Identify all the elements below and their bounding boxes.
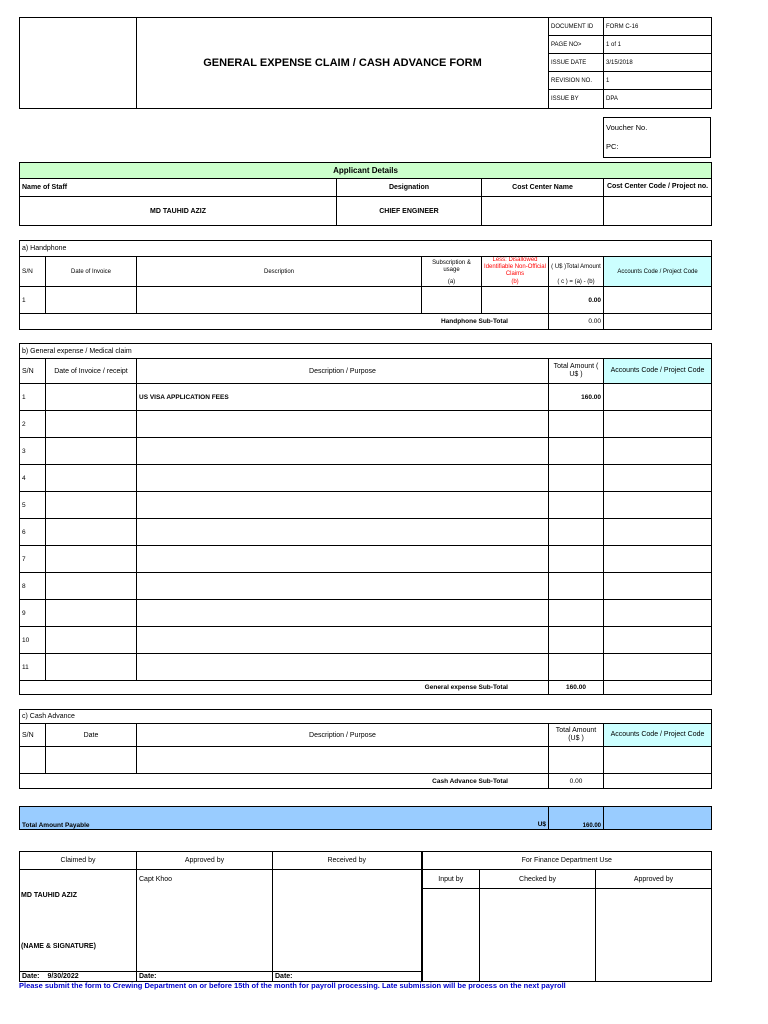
ge-subtotal-label: General expense Sub-Total: [20, 681, 549, 695]
general-section-label: b) General expense / Medical claim: [20, 344, 712, 359]
ge-row-total: [549, 573, 604, 600]
total-payable-table: [19, 806, 712, 830]
ge-row-date: [46, 573, 137, 600]
applicant-details-table: [19, 162, 712, 226]
ca-col-accounts-code: Accounts Code / Project Code: [604, 724, 712, 747]
staff-name: MD TAUHID AZIZ: [20, 197, 337, 226]
hp-subtotal-label: Handphone Sub-Total: [20, 314, 549, 330]
ge-row-total: 160.00: [549, 384, 604, 411]
ge-row-desc: [137, 492, 549, 519]
cost-center-name-value: [482, 197, 604, 226]
hp-row-sub: [422, 287, 482, 314]
meta-label: REVISION NO.: [549, 72, 604, 90]
ge-row-date: [46, 654, 137, 681]
header-table: [19, 17, 712, 109]
col-name-of-staff: Name of Staff: [20, 179, 337, 197]
ge-subtotal-value: 160.00: [549, 681, 604, 695]
meta-label: DOCUMENT ID: [549, 18, 604, 36]
claimant-name: MD TAUHID AZIZ: [21, 892, 77, 899]
table-row: [20, 600, 712, 627]
ge-row-sn: 2: [20, 411, 46, 438]
claimant-date-cell: [20, 972, 137, 982]
meta-value: 3/15/2018: [604, 54, 712, 72]
signature-table: [19, 851, 712, 982]
claimant-date-value: 9/30/2022: [47, 973, 79, 980]
hp-col-sn: S/N: [20, 257, 46, 287]
ca-col-date: Date: [46, 724, 137, 747]
finance-approved-by-box: [596, 889, 712, 982]
handphone-table: [19, 240, 712, 330]
ca-subtotal-label: Cash Advance Sub-Total: [20, 774, 549, 789]
ge-row-acc: [604, 492, 712, 519]
claimed-by-header: Claimed by: [20, 852, 137, 870]
ge-row-date: [46, 465, 137, 492]
meta-value: 1 of 1: [604, 36, 712, 54]
ge-row-total: [549, 546, 604, 573]
table-row: [20, 573, 712, 600]
ge-row-acc: [604, 411, 712, 438]
ge-col-total: Total Amount ( U$ ): [549, 359, 604, 384]
table-row: [20, 384, 712, 411]
ge-row-date: [46, 411, 137, 438]
voucher-no-label: Voucher No.: [604, 118, 711, 137]
approver-date-label: Date:: [137, 972, 273, 982]
ge-row-acc: [604, 573, 712, 600]
col-cost-center-name: Cost Center Name: [482, 179, 604, 197]
ge-row-sn: 10: [20, 627, 46, 654]
total-payable-label-cell: [20, 807, 549, 830]
hp-col-date: Date of Invoice: [46, 257, 137, 287]
table-row: [20, 465, 712, 492]
ca-subtotal-value: 0.00: [549, 774, 604, 789]
pc-label: PC:: [604, 137, 711, 158]
total-payable-value: 160.00: [549, 807, 604, 830]
ge-row-acc: [604, 384, 712, 411]
ge-row-sn: 1: [20, 384, 46, 411]
ge-row-date: [46, 627, 137, 654]
checked-by-header: Checked by: [480, 870, 596, 889]
ge-row-desc: [137, 411, 549, 438]
ge-row-desc: [137, 573, 549, 600]
hp-col-description: Description: [137, 257, 422, 287]
ca-col-sn: S/N: [20, 724, 46, 747]
table-row: [20, 438, 712, 465]
ge-row-acc: [604, 654, 712, 681]
meta-label: PAGE NO>: [549, 36, 604, 54]
ge-row-sn: 4: [20, 465, 46, 492]
table-row: [20, 546, 712, 573]
ge-row-desc: [137, 438, 549, 465]
meta-value: 1: [604, 72, 712, 90]
approved-by-header: Approved by: [137, 852, 273, 870]
receiver-signature-box: [273, 870, 422, 972]
hp-col-subscription-a: (a): [422, 278, 482, 287]
ge-row-desc: US VISA APPLICATION FEES: [137, 384, 549, 411]
hp-row-acc: [604, 287, 712, 314]
general-expense-table: [19, 343, 712, 695]
meta-label: ISSUE BY: [549, 90, 604, 109]
logo-area: [20, 18, 137, 109]
total-payable-currency: U$: [537, 821, 546, 828]
ge-row-date: [46, 600, 137, 627]
col-designation: Designation: [337, 179, 482, 197]
meta-value: FORM C-16: [604, 18, 712, 36]
ge-row-total: [549, 519, 604, 546]
ge-row-date: [46, 546, 137, 573]
ge-row-sn: 9: [20, 600, 46, 627]
meta-value: DPA: [604, 90, 712, 109]
finance-approved-by-header: Approved by: [596, 870, 712, 889]
ge-row-sn: 8: [20, 573, 46, 600]
handphone-section-label: a) Handphone: [20, 241, 712, 257]
voucher-box: [603, 117, 711, 158]
claimant-signature-box: [20, 870, 137, 972]
col-cost-center-code: Cost Center Code / Project no.: [604, 179, 712, 197]
ge-col-sn: S/N: [20, 359, 46, 384]
ge-row-date: [46, 438, 137, 465]
form-title: GENERAL EXPENSE CLAIM / CASH ADVANCE FORM: [137, 18, 549, 109]
ge-col-accounts-code: Accounts Code / Project Code: [604, 359, 712, 384]
ge-row-sn: 3: [20, 438, 46, 465]
hp-row-sn: 1: [20, 287, 46, 314]
ge-row-total: [549, 600, 604, 627]
ge-row-desc: [137, 546, 549, 573]
ge-row-acc: [604, 519, 712, 546]
checked-by-box: [480, 889, 596, 982]
input-by-box: [422, 889, 480, 982]
applicant-details-title: Applicant Details: [20, 163, 712, 179]
hp-col-accounts-code: Accounts Code / Project Code: [604, 257, 712, 287]
hp-col-less: Less: Disallowed Identifiable Non-Official Claims: [482, 257, 549, 278]
ge-row-desc: [137, 600, 549, 627]
hp-row-date: [46, 287, 137, 314]
table-row: [20, 747, 712, 774]
ge-col-date: Date of Invoice / receipt: [46, 359, 137, 384]
ge-row-date: [46, 384, 137, 411]
hp-col-subscription: Subscription & usage: [422, 257, 482, 278]
finance-use-header: For Finance Department Use: [422, 852, 712, 870]
ge-row-sn: 5: [20, 492, 46, 519]
hp-col-less-b: (b): [482, 278, 549, 287]
hp-row-total: 0.00: [549, 287, 604, 314]
table-row: [20, 627, 712, 654]
ge-row-total: [549, 411, 604, 438]
ca-col-total: Total Amount (U$ ): [549, 724, 604, 747]
table-row: [20, 411, 712, 438]
ge-col-description: Description / Purpose: [137, 359, 549, 384]
ca-col-description: Description / Purpose: [137, 724, 549, 747]
cost-center-code-value: [604, 197, 712, 226]
ge-row-acc: [604, 600, 712, 627]
hp-subtotal-value: 0.00: [549, 314, 604, 330]
approver-name: Capt Khoo: [137, 870, 273, 972]
ge-row-total: [549, 465, 604, 492]
receiver-date-label: Date:: [273, 972, 422, 982]
cash-section-label: c) Cash Advance: [20, 710, 712, 724]
ge-row-date: [46, 519, 137, 546]
ge-row-acc: [604, 465, 712, 492]
ge-row-desc: [137, 627, 549, 654]
staff-designation: CHIEF ENGINEER: [337, 197, 482, 226]
table-row: [20, 287, 712, 314]
ge-row-sn: 11: [20, 654, 46, 681]
input-by-header: Input by: [422, 870, 480, 889]
hp-row-less: [482, 287, 549, 314]
ge-row-acc: [604, 627, 712, 654]
ge-row-acc: [604, 438, 712, 465]
name-signature-label: (NAME & SIGNATURE): [21, 943, 96, 950]
ge-row-acc: [604, 546, 712, 573]
footer-note: Please submit the form to Crewing Department on or before 15th of the month for payroll processing. Late submission will be process on the next payroll: [19, 981, 566, 990]
received-by-header: Received by: [273, 852, 422, 870]
ge-row-desc: [137, 654, 549, 681]
ge-row-total: [549, 492, 604, 519]
claimant-date-label: Date:: [22, 973, 40, 980]
hp-row-desc: [137, 287, 422, 314]
ge-row-date: [46, 492, 137, 519]
table-row: [20, 654, 712, 681]
cash-advance-table: [19, 709, 712, 789]
ge-row-desc: [137, 465, 549, 492]
ge-row-sn: 7: [20, 546, 46, 573]
hp-col-total: ( U$ )Total Amount: [549, 257, 604, 278]
hp-col-total-formula: ( c ) = (a) - (b): [549, 278, 604, 287]
ge-row-total: [549, 654, 604, 681]
table-row: [20, 519, 712, 546]
ge-row-total: [549, 627, 604, 654]
total-payable-label: Total Amount Payable: [22, 822, 90, 829]
ge-row-sn: 6: [20, 519, 46, 546]
table-row: [20, 492, 712, 519]
ge-row-desc: [137, 519, 549, 546]
ge-row-total: [549, 438, 604, 465]
meta-label: ISSUE DATE: [549, 54, 604, 72]
